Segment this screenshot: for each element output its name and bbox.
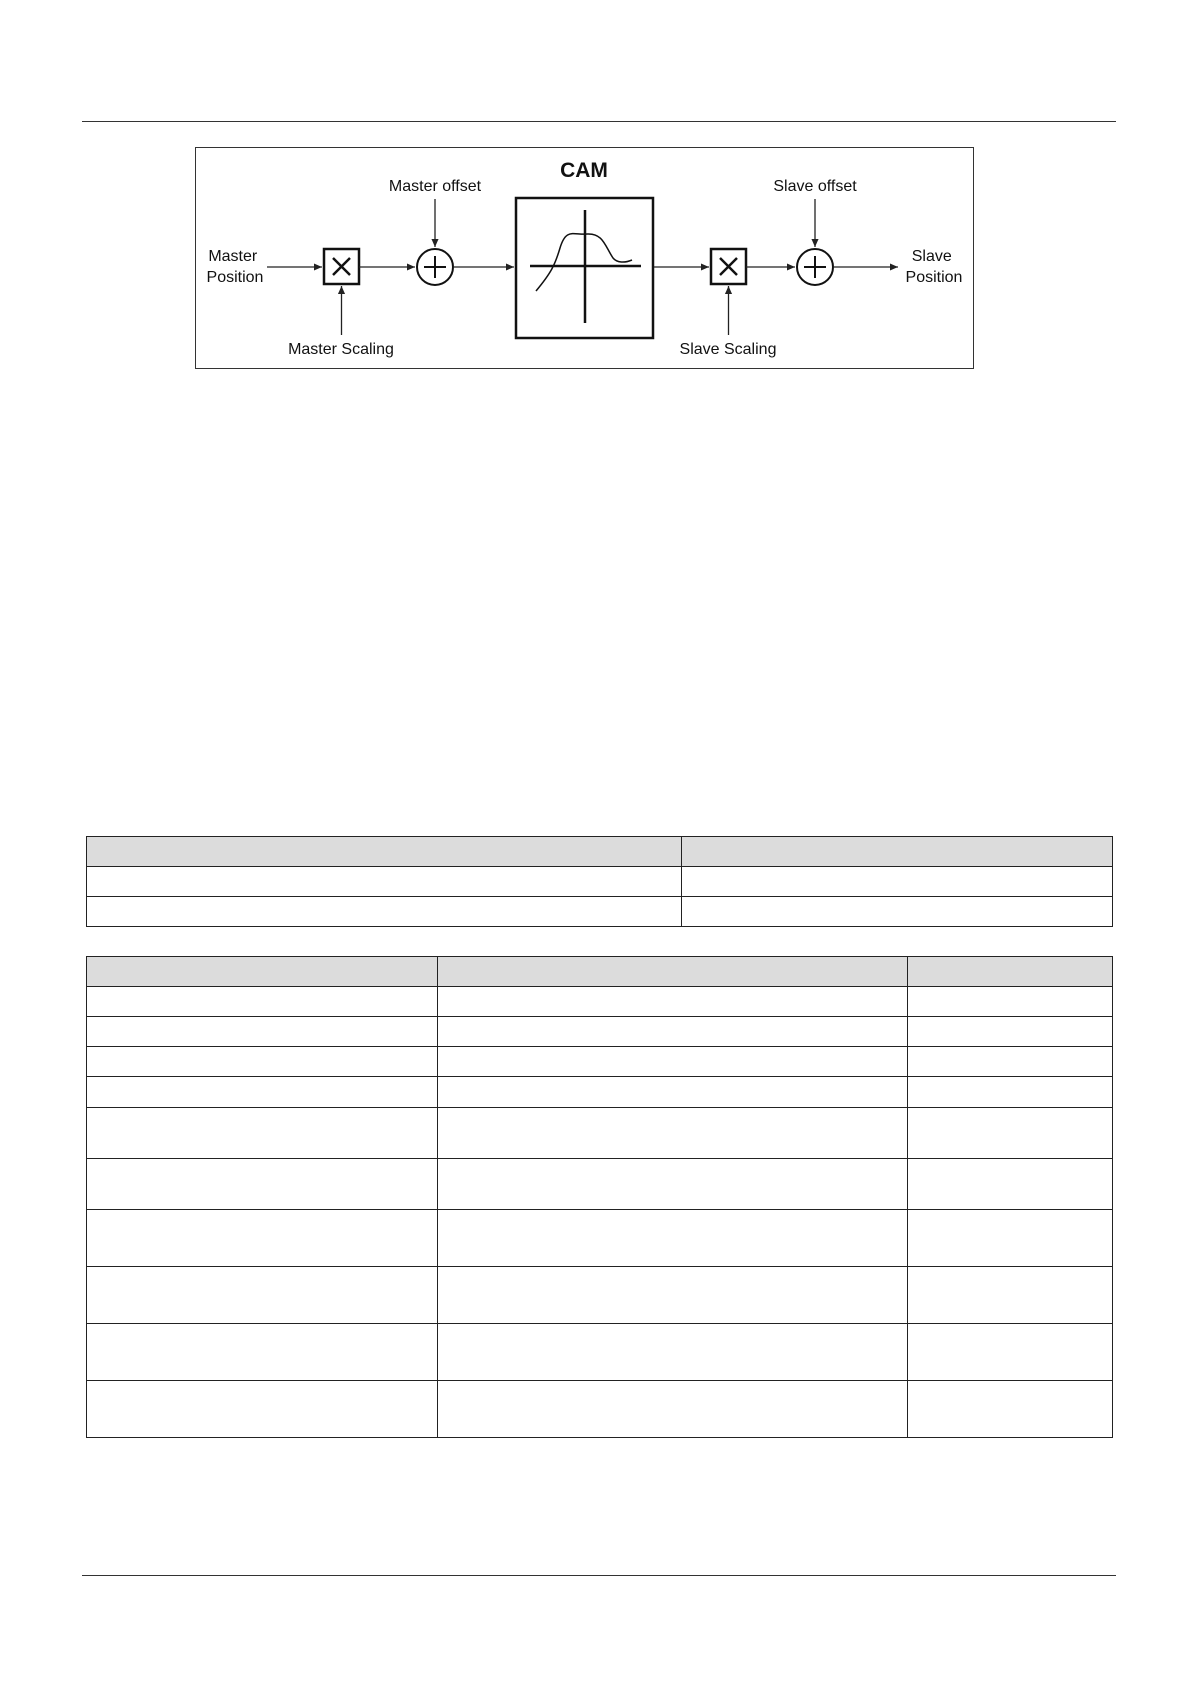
- master-offset-label: Master offset: [388, 178, 482, 195]
- table-cell: [682, 867, 1113, 897]
- master-position-label: Master Position: [206, 248, 264, 286]
- table-cell: [87, 1047, 438, 1077]
- table-cell: [87, 1077, 438, 1108]
- table-cell: [87, 987, 438, 1017]
- table-cell: [908, 1324, 1113, 1381]
- table-cell: [682, 897, 1113, 927]
- master-scaling-label: Master Scaling: [288, 341, 394, 358]
- table-row: [87, 1324, 1113, 1381]
- table-cell: [87, 1210, 438, 1267]
- table-row: [87, 987, 1113, 1017]
- table-row: [87, 1381, 1113, 1438]
- table-cell: [87, 1324, 438, 1381]
- table-cell: [87, 867, 682, 897]
- table-cell: [438, 1017, 908, 1047]
- table-cell: [908, 1267, 1113, 1324]
- table-cell: [87, 1108, 438, 1159]
- table-cell: [908, 1159, 1113, 1210]
- table-row: [87, 1267, 1113, 1324]
- parameter-table: [86, 956, 1113, 1438]
- table-row: [87, 1108, 1113, 1159]
- table-row: [87, 1077, 1113, 1108]
- table-header-row: [87, 957, 1113, 987]
- slave-scaling-label: Slave Scaling: [679, 341, 777, 358]
- table-row: [87, 897, 1113, 927]
- cam-block: [516, 198, 653, 338]
- cam-block-diagram: [195, 147, 974, 369]
- table-cell: [87, 1159, 438, 1210]
- cam-title: CAM: [560, 159, 608, 182]
- table-cell: [908, 1210, 1113, 1267]
- table-row: [87, 1047, 1113, 1077]
- summary-table: [86, 836, 1113, 927]
- table-cell: [87, 1381, 438, 1438]
- table-cell: [87, 1017, 438, 1047]
- slave-scaling-multiplier: [711, 249, 746, 284]
- table-cell: [908, 1047, 1113, 1077]
- table-cell: [438, 1267, 908, 1324]
- table-header-row: [87, 837, 1113, 867]
- header-cell: [438, 957, 908, 987]
- table-cell: [87, 897, 682, 927]
- table-row: [87, 1159, 1113, 1210]
- header-cell: [908, 957, 1113, 987]
- table-cell: [438, 1381, 908, 1438]
- header-cell: [87, 837, 682, 867]
- table-cell: [438, 1047, 908, 1077]
- table-cell: [438, 1159, 908, 1210]
- header-cell: [682, 837, 1113, 867]
- table-cell: [87, 1267, 438, 1324]
- table-cell: [438, 1108, 908, 1159]
- table-cell: [438, 1210, 908, 1267]
- footer-rule: [82, 1575, 1116, 1576]
- slave-position-label: Slave Position: [905, 248, 963, 286]
- table-cell: [438, 1324, 908, 1381]
- slave-offset-summer: [797, 249, 833, 285]
- table-cell: [908, 1017, 1113, 1047]
- master-scaling-multiplier: [324, 249, 359, 284]
- table-row: [87, 1017, 1113, 1047]
- master-offset-summer: [417, 249, 453, 285]
- table-cell: [438, 1077, 908, 1108]
- header-rule: [82, 121, 1116, 122]
- header-cell: [87, 957, 438, 987]
- table-cell: [438, 987, 908, 1017]
- slave-offset-label: Slave offset: [773, 178, 857, 195]
- table-cell: [908, 1077, 1113, 1108]
- table-cell: [908, 1381, 1113, 1438]
- table-row: [87, 867, 1113, 897]
- table-cell: [908, 1108, 1113, 1159]
- table-cell: [908, 987, 1113, 1017]
- table-row: [87, 1210, 1113, 1267]
